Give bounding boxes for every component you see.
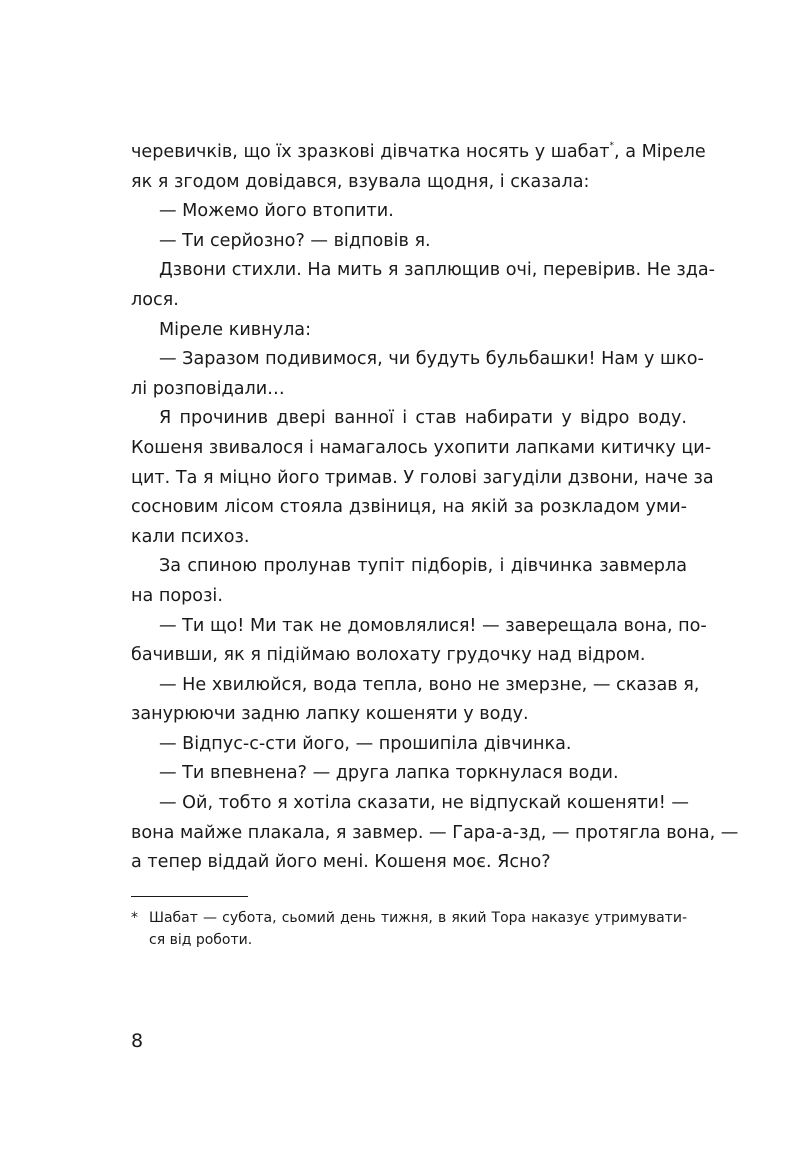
- text-line: черевичків, що їх зразкові дівчатка носять у шабат*, а Мірелe: [131, 141, 706, 162]
- text-line: лі розповідали…: [131, 378, 285, 399]
- text-line: Я прочинив двері ванної і став набирати у відро воду.: [159, 408, 687, 429]
- text-line: Дзвони стихли. На мить я заплющив очі, перевірив. Не зда-: [159, 260, 716, 281]
- text-line: а тепер віддай його мені. Кошеня моє. Ясно?: [131, 852, 551, 873]
- text-line: як я згодом довідався, взувала щодня, і сказала:: [131, 171, 590, 192]
- text-line: — Заразом подивимося, чи будуть бульбашки! Нам у шко-: [159, 349, 704, 370]
- text-line: — Ти серйозно? — відповів я.: [159, 230, 431, 251]
- footnote-line: [131, 907, 687, 929]
- text-line: цит. Та я міцно його тримав. У голові загуділи дзвони, наче за: [131, 467, 714, 488]
- text-line: Кошеня звивалося і намагалось ухопити лапками китичку ци-: [131, 437, 712, 458]
- text-line: — Відпус-с-сти його, — прошипіла дівчинка.: [159, 733, 572, 754]
- text-line: — Не хвилюйся, вода тепла, воно не змерзне, — сказав я,: [159, 674, 700, 695]
- footnote: [131, 907, 687, 951]
- footnote-divider: [131, 896, 248, 897]
- text-line: Міреле кивнула:: [159, 319, 312, 340]
- footnote-marker: *: [131, 910, 138, 926]
- text-line: вона майже плакала, я завмер. — Гара-а-зд, — протягла вона, —: [131, 822, 739, 843]
- text-line: — Ой, тобто я хотіла сказати, не відпускай кошеняти! —: [159, 793, 690, 814]
- footnote-line: ся від роботи.: [149, 932, 253, 948]
- page-number: 8: [131, 1030, 144, 1052]
- text-line: на порозі.: [131, 585, 223, 606]
- text-line: — Можемо його втопити.: [159, 201, 394, 222]
- footnote-reference[interactable]: *: [609, 141, 615, 151]
- text-line: сосновим лісом стояла дзвіниця, на якій за розкладом уми-: [131, 497, 687, 518]
- footnote-text: Шабат — субота, сьомий день тижня, в який Тора наказує утримувати-: [149, 910, 687, 926]
- text-line: лося.: [131, 289, 179, 310]
- body-text: [131, 138, 739, 878]
- text-line: кали психоз.: [131, 526, 250, 547]
- text-line: — Ти що! Ми так не домовлялися! — заверещала вона, по-: [159, 615, 707, 636]
- text-line: За спиною пролунав тупіт підборів, і дівчинка завмерла: [159, 556, 687, 577]
- text-line: занурюючи задню лапку кошеняти у воду.: [131, 704, 529, 725]
- text-line: — Ти впевнена? — друга лапка торкнулася води.: [159, 763, 619, 784]
- text-line: бачивши, як я підіймаю волохату грудочку над відром.: [131, 645, 646, 666]
